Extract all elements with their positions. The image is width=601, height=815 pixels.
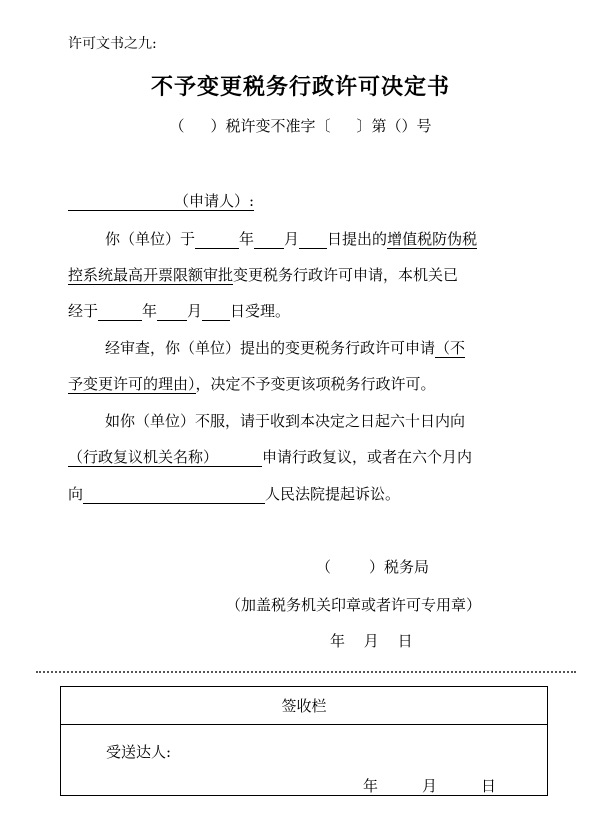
reason-2: 予变更许可的理由） — [68, 375, 196, 393]
receipt-box — [60, 686, 548, 796]
blank-accept-day — [202, 305, 230, 321]
permit-item-2: 控系统最高开票限额审批 — [68, 266, 234, 284]
receiver-label: 受送达人: — [106, 743, 172, 761]
document-type-label: 许可文书之九: — [68, 36, 157, 52]
permit-item-1: 增值税防伪税 — [387, 230, 478, 248]
blank-organ — [218, 451, 262, 467]
paragraph-1-line-3: 经于 年 月 日受理。 — [68, 302, 291, 320]
paragraph-3-line-1: 如你（单位）不服，请于收到本决定之日起六十日内向 — [105, 412, 466, 430]
blank-month — [254, 233, 284, 249]
paragraph-3-line-2: （行政复议机关名称） 申请行政复议，或者在六个月内 — [68, 448, 473, 466]
reason-1: （不 — [435, 339, 466, 357]
paragraph-1-line-2: 控系统最高开票限额审批变更税务行政许可申请，本机关已 — [68, 266, 459, 284]
blank-year — [195, 233, 239, 249]
blank-court — [83, 488, 265, 504]
seal-note: （加盖税务机关印章或者许可专用章） — [226, 596, 482, 614]
tax-bureau-signature: （ ）税务局 — [316, 558, 430, 576]
decision-date: 年 月 日 — [330, 632, 413, 650]
blank-accept-year — [98, 305, 142, 321]
docno-open: （ — [169, 117, 185, 135]
paragraph-1-line-1: 你（单位）于 年 月 日提出的增值税防伪税 — [105, 230, 478, 248]
receipt-title: 签收栏 — [61, 687, 547, 725]
paragraph-2-line-2: 予变更许可的理由），决定不予变更该项税务行政许可。 — [68, 375, 436, 393]
docno-prefix: ）税许变不准字〔 — [210, 117, 331, 135]
paragraph-2-line-1: 经审查，你（单位）提出的变更税务行政许可申请（不 — [105, 339, 466, 357]
applicant-line — [68, 190, 254, 211]
applicant-blank — [68, 196, 174, 211]
paragraph-3-line-3: 向 人民法院提起诉讼。 — [68, 485, 401, 503]
document-number — [0, 115, 601, 136]
cut-line-divider — [36, 671, 576, 673]
blank-accept-month — [157, 305, 187, 321]
applicant-label: （申请人）: — [174, 192, 255, 210]
docno-mid: 〕第（）号 — [356, 117, 432, 135]
blank-day — [299, 233, 327, 249]
document-title: 不予变更税务行政许可决定书 — [150, 74, 450, 100]
receipt-date: 年 月 日 — [363, 777, 497, 795]
review-organ: （行政复议机关名称） — [68, 448, 219, 466]
